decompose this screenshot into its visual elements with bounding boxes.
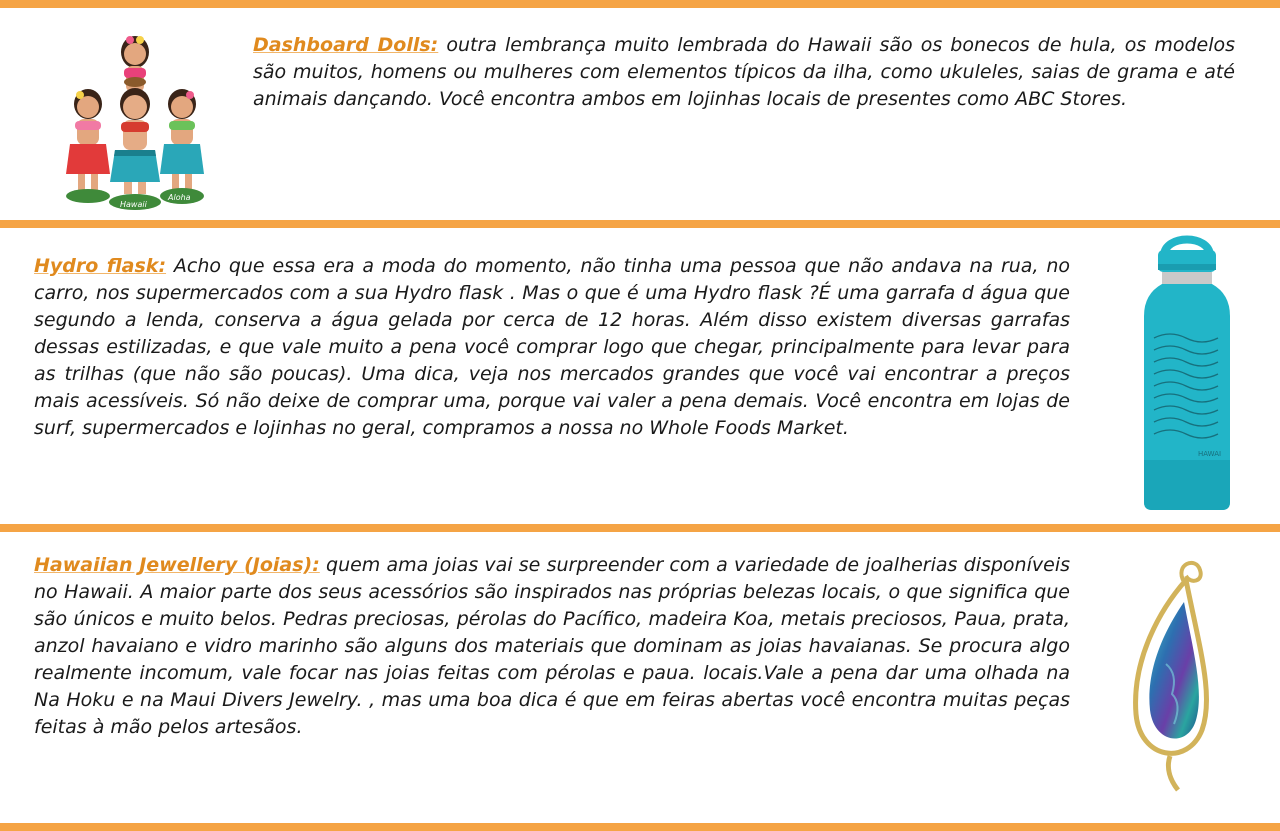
divider-2 [0, 524, 1280, 532]
section-dashboard-dolls [0, 8, 1280, 220]
section-hawaiian-jewellery [0, 532, 1280, 822]
hula-dolls-image [60, 22, 210, 212]
divider-1 [0, 220, 1280, 228]
doll-base-label-hawaii: Hawaii [120, 200, 147, 209]
dashboard-dolls-heading: Dashboard Dolls: [253, 34, 439, 56]
divider-top [0, 0, 1280, 8]
paua-pendant-image [1126, 554, 1216, 800]
hydro-flask-bottle-image [1134, 228, 1240, 518]
divider-bottom [0, 823, 1280, 831]
bottle-label: HAWAI [1198, 450, 1222, 458]
dashboard-dolls-body: outra lembrança muito lembrada do Hawaii são os bonecos de hula, os modelos são muitos, homens ou mulheres com elementos típicos da ilha, como ukuleles, saias de grama e até animais dançando. Você encontra ambos em lojinhas locais de presentes como ABC Stores. [253, 34, 1236, 110]
doll-base-label-aloha: Aloha [168, 193, 191, 202]
hawaiian-jewellery-body: quem ama joias vai se surpreender com a variedade de joalherias disponíveis no Hawaii. A maior parte dos seus acessórios são inspirados nas próprias belezas locais, o que significa que são únicos e muito belos. Pedras preciosas, pérolas do Pacífico, madeira Koa, metais preciosos, Paua, prata, anzol havaiano e vidro marinho são alguns dos materiais que dominam as joias havaianas. Se procura algo realmente incomum, vale focar nas joias feitas com pérolas e paua. locais.Vale a pena dar uma olhada na Na Hoku e na Maui Divers Jewelry. , mas uma boa dica é que em feiras abertas você encontra muitas peças feitas à mão pelos artesãos. [34, 554, 1070, 738]
section-hydro-flask [0, 228, 1280, 524]
dashboard-dolls-paragraph [253, 32, 1235, 113]
hydro-flask-body: Acho que essa era a moda do momento, não tinha uma pessoa que não andava na rua, no carro, nos supermercados com a sua Hydro flask . Mas o que é uma Hydro flask ?É uma garrafa d água que segundo a lenda, conserva a água gelada por cerca de 12 horas. Além disso existem diversas garrafas dessas estilizadas, e que vale muito a pena você comprar logo que chegar, principalmente para levar para as trilhas (que não são poucas). Uma dica, veja nos mercados grandes que você vai encontrar a preços mais acessíveis. Só não deixe de comprar uma, porque vai valer a pena demais. Você encontra em lojas de surf, supermercados e lojinhas no geral, compramos a nossa no Whole Foods Market. [34, 255, 1070, 439]
hydro-flask-paragraph [34, 253, 1070, 442]
hawaiian-jewellery-heading: Hawaiian Jewellery (Joias): [34, 554, 320, 576]
hawaiian-jewellery-paragraph [34, 552, 1070, 741]
hydro-flask-heading: Hydro flask: [34, 255, 167, 277]
